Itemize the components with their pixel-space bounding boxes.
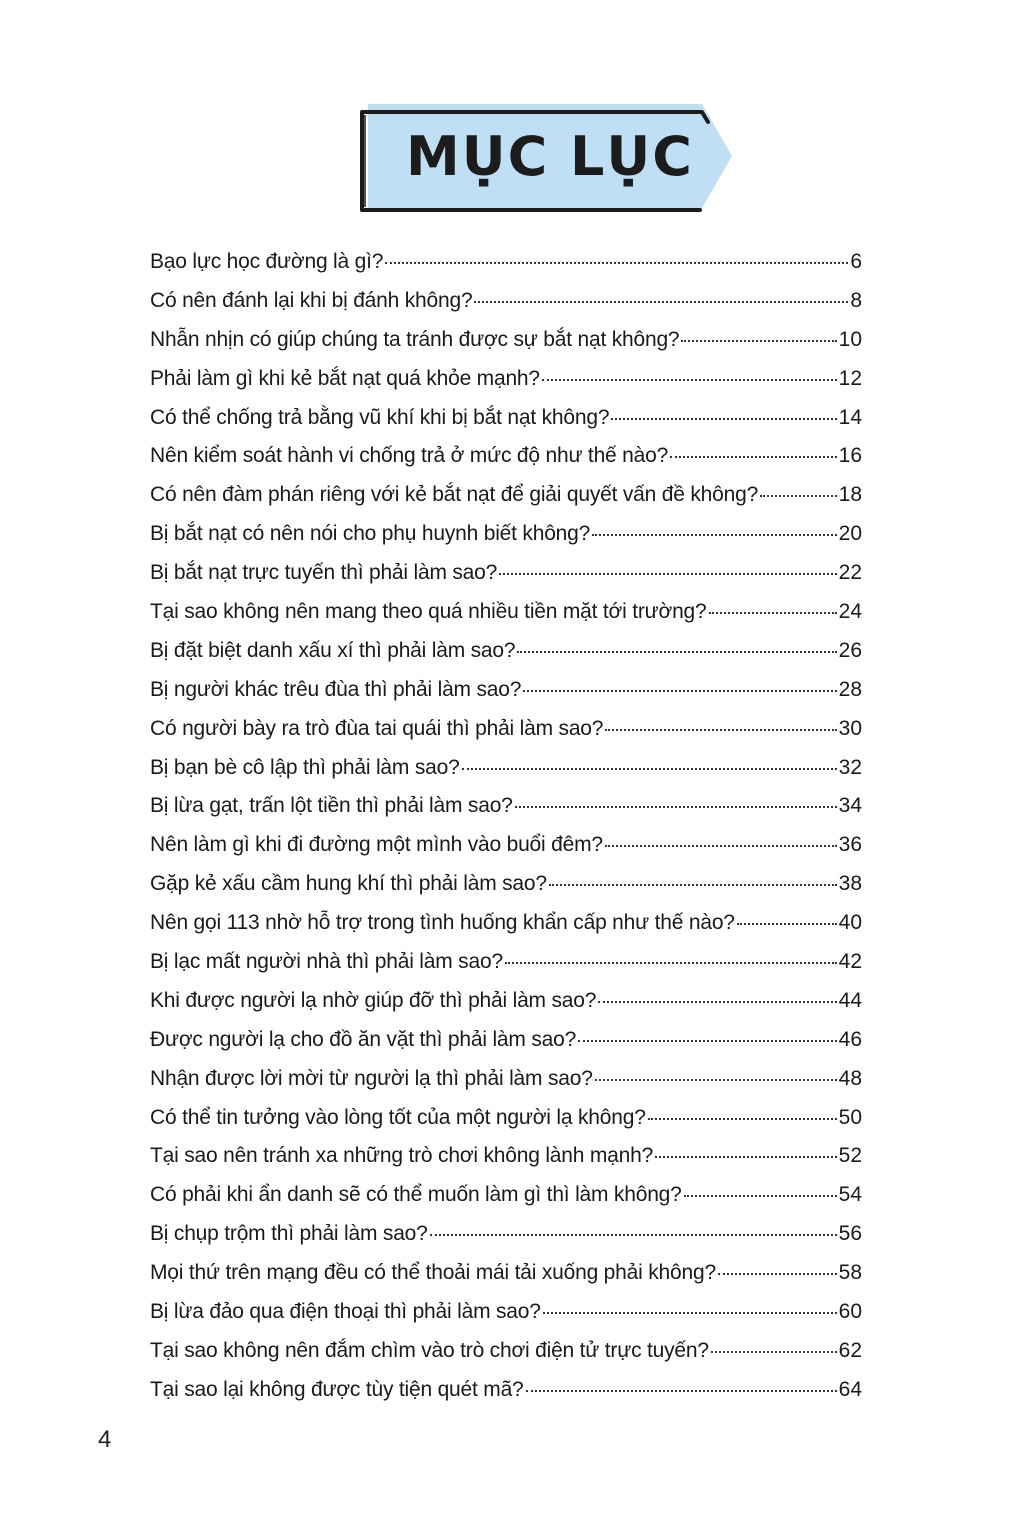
- toc-entry-page: 64: [838, 1377, 862, 1401]
- toc-entry-title: Tại sao nên tránh xa những trò chơi không lành mạnh?: [150, 1144, 654, 1168]
- toc-dot-leader: [515, 806, 837, 808]
- toc-entry-page: 60: [838, 1300, 862, 1324]
- toc-entry-page: 26: [838, 638, 862, 662]
- toc-dot-leader: [709, 612, 837, 614]
- toc-entry-title: Bị bắt nạt có nên nói cho phụ huynh biết không?: [150, 522, 591, 546]
- toc-entry: [150, 1144, 862, 1183]
- toc-entry-title: Gặp kẻ xấu cầm hung khí thì phải làm sao?: [150, 872, 547, 896]
- table-of-contents: [150, 250, 862, 1417]
- toc-entry-title: Tại sao lại không được tùy tiện quét mã?: [150, 1377, 524, 1401]
- toc-entry-title: Có phải khi ẩn danh sẽ có thể muốn làm gì thì làm không?: [150, 1183, 682, 1207]
- toc-entry-page: 44: [838, 988, 862, 1012]
- toc-dot-leader: [760, 495, 837, 497]
- toc-dot-leader: [499, 573, 837, 575]
- toc-entry-title: Nhận được lời mời từ người lạ thì phải làm sao?: [150, 1066, 593, 1090]
- toc-dot-leader: [611, 418, 836, 420]
- toc-dot-leader: [670, 456, 837, 458]
- toc-dot-leader: [718, 1273, 837, 1275]
- toc-entry-title: Có người bày ra trò đùa tai quái thì phải làm sao?: [150, 716, 604, 740]
- toc-dot-leader: [578, 1040, 837, 1042]
- toc-dot-leader: [737, 923, 837, 925]
- toc-entry-title: Được người lạ cho đồ ăn vặt thì phải làm sao?: [150, 1027, 577, 1051]
- toc-entry-title: Mọi thứ trên mạng đều có thể thoải mái tải xuống phải không?: [150, 1261, 716, 1285]
- toc-entry-page: 6: [850, 250, 862, 273]
- toc-entry-page: 10: [838, 327, 862, 351]
- toc-entry-title: Nên kiểm soát hành vi chống trả ở mức độ như thế nào?: [150, 444, 669, 468]
- toc-entry: [150, 833, 862, 872]
- toc-entry-page: 42: [838, 950, 862, 974]
- toc-entry-page: 50: [838, 1105, 862, 1129]
- toc-entry-title: Nhẫn nhịn có giúp chúng ta tránh được sự bắt nạt không?: [150, 327, 680, 351]
- toc-dot-leader: [605, 729, 836, 731]
- toc-entry: [150, 250, 862, 289]
- toc-entry-title: Tại sao không nên mang theo quá nhiều tiền mặt tới trường?: [150, 600, 707, 624]
- toc-entry: [150, 1378, 862, 1417]
- toc-dot-leader: [684, 1195, 837, 1197]
- toc-dot-leader: [474, 301, 848, 303]
- toc-dot-leader: [592, 534, 837, 536]
- toc-dot-leader: [505, 962, 837, 964]
- toc-entry-page: 18: [838, 483, 862, 507]
- toc-entry: [150, 1222, 862, 1261]
- toc-entry: [150, 483, 862, 522]
- toc-entry-page: 14: [838, 405, 862, 429]
- toc-entry-page: 48: [838, 1066, 862, 1090]
- toc-entry: [150, 561, 862, 600]
- toc-dot-leader: [523, 690, 836, 692]
- toc-entry-page: 56: [838, 1222, 862, 1246]
- toc-dot-leader: [681, 340, 836, 342]
- toc-entry-title: Tại sao không nên đắm chìm vào trò chơi điện tử trực tuyến?: [150, 1338, 709, 1362]
- toc-entry-page: 62: [838, 1338, 862, 1362]
- toc-entry-title: Bị bắt nạt trực tuyến thì phải làm sao?: [150, 561, 498, 585]
- toc-entry-page: 54: [838, 1183, 862, 1207]
- toc-dot-leader: [542, 379, 837, 381]
- toc-entry-title: Khi được người lạ nhờ giúp đỡ thì phải làm sao?: [150, 988, 597, 1012]
- toc-dot-leader: [605, 845, 837, 847]
- toc-entry: [150, 717, 862, 756]
- toc-entry: [150, 950, 862, 989]
- toc-entry-title: Bị lừa gạt, trấn lột tiền thì phải làm sao?: [150, 794, 513, 818]
- toc-entry-title: Có nên đánh lại khi bị đánh không?: [150, 288, 473, 312]
- toc-entry: [150, 1261, 862, 1300]
- toc-entry-page: 16: [838, 444, 862, 468]
- toc-entry: [150, 1183, 862, 1222]
- toc-entry: [150, 328, 862, 367]
- toc-dot-leader: [711, 1351, 837, 1353]
- toc-entry-title: Phải làm gì khi kẻ bắt nạt quá khỏe mạnh?: [150, 366, 540, 390]
- toc-entry-page: 30: [838, 716, 862, 740]
- toc-dot-leader: [526, 1390, 837, 1392]
- toc-entry: [150, 678, 862, 717]
- toc-entry: [150, 1106, 862, 1145]
- toc-entry-page: 58: [838, 1261, 862, 1285]
- toc-entry: [150, 444, 862, 483]
- toc-entry: [150, 1067, 862, 1106]
- toc-entry: [150, 367, 862, 406]
- toc-entry-title: Bạo lực học đường là gì?: [150, 250, 384, 273]
- page-title: MỤC LỤC: [406, 125, 694, 188]
- toc-entry: [150, 289, 862, 328]
- toc-entry-title: Bị lừa đảo qua điện thoại thì phải làm sao?: [150, 1300, 541, 1324]
- toc-entry-page: 20: [838, 522, 862, 546]
- toc-entry-title: Bị chụp trộm thì phải làm sao?: [150, 1222, 428, 1246]
- toc-entry: [150, 1339, 862, 1378]
- toc-entry-page: 22: [838, 561, 862, 585]
- toc-entry: [150, 872, 862, 911]
- toc-dot-leader: [430, 1234, 837, 1236]
- toc-dot-leader: [517, 651, 836, 653]
- page-number: 4: [98, 1426, 112, 1453]
- toc-entry-title: Bị bạn bè cô lập thì phải làm sao?: [150, 755, 460, 779]
- toc-entry-page: 40: [838, 911, 862, 935]
- toc-entry-title: Có nên đàm phán riêng với kẻ bắt nạt để giải quyết vấn đề không?: [150, 483, 759, 507]
- toc-entry-page: 38: [838, 872, 862, 896]
- toc-entry-title: Bị lạc mất người nhà thì phải làm sao?: [150, 950, 503, 974]
- toc-dot-leader: [598, 1001, 836, 1003]
- toc-entry-title: Nên gọi 113 nhờ hỗ trợ trong tình huống khẩn cấp như thế nào?: [150, 911, 735, 935]
- title-banner: [358, 104, 734, 214]
- toc-entry-title: Có thể chống trả bằng vũ khí khi bị bắt nạt không?: [150, 405, 610, 429]
- toc-dot-leader: [462, 768, 837, 770]
- toc-entry-page: 52: [838, 1144, 862, 1168]
- toc-entry: [150, 600, 862, 639]
- toc-entry-title: Nên làm gì khi đi đường một mình vào buổi đêm?: [150, 833, 603, 857]
- toc-entry: [150, 911, 862, 950]
- toc-entry-page: 8: [850, 288, 862, 312]
- toc-entry-page: 32: [838, 755, 862, 779]
- toc-entry-page: 28: [838, 677, 862, 701]
- toc-dot-leader: [549, 884, 837, 886]
- toc-entry: [150, 1028, 862, 1067]
- toc-entry: [150, 756, 862, 795]
- toc-entry-title: Có thể tin tưởng vào lòng tốt của một người lạ không?: [150, 1105, 646, 1129]
- toc-entry-title: Bị người khác trêu đùa thì phải làm sao?: [150, 677, 522, 701]
- toc-entry: [150, 639, 862, 678]
- toc-entry-page: 46: [838, 1027, 862, 1051]
- toc-dot-leader: [543, 1312, 837, 1314]
- toc-entry-page: 24: [838, 600, 862, 624]
- toc-entry-page: 36: [838, 833, 862, 857]
- toc-entry-title: Bị đặt biệt danh xấu xí thì phải làm sao?: [150, 638, 516, 662]
- toc-dot-leader: [385, 262, 848, 264]
- toc-entry-page: 34: [838, 794, 862, 818]
- toc-entry: [150, 522, 862, 561]
- toc-dot-leader: [655, 1156, 837, 1158]
- toc-entry: [150, 989, 862, 1028]
- toc-entry: [150, 794, 862, 833]
- toc-entry-page: 12: [838, 366, 862, 390]
- toc-entry: [150, 406, 862, 445]
- toc-dot-leader: [595, 1079, 837, 1081]
- toc-dot-leader: [648, 1118, 837, 1120]
- toc-entry: [150, 1300, 862, 1339]
